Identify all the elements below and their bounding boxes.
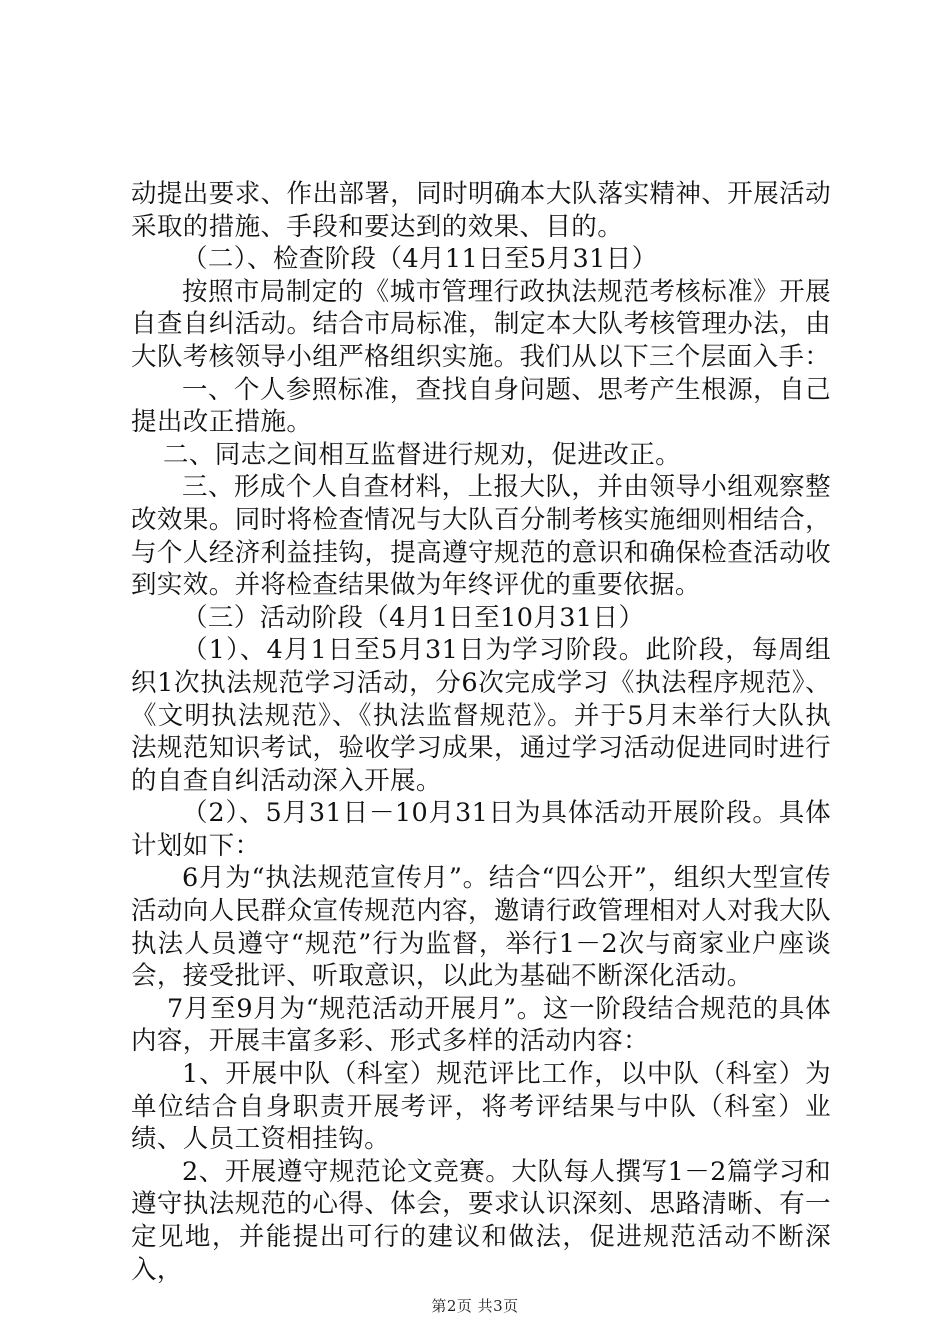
paragraph-essay-contest: 2、开展遵守规范论文竞赛。大队每人撰写1－2篇学习和遵守执法规范的心得、体会，要求认识深刻、思路清晰、有一定见地，并能提出可行的建议和做法，促进规范活动不断深入， — [131, 1156, 831, 1285]
paragraph-inspection-standard: 按照市局制定的《城市管理行政执法规范考核标准》开展自查自纠活动。结合市局标准，制定本大队考核管理办法，由大队考核领导小组严格组织实施。我们从以下三个层面入手： — [131, 276, 831, 372]
paragraph-july-september: 7月至9月为“规范活动开展月”。这一阶段结合规范的具体内容，开展丰富多彩、形式多样的活动内容： — [131, 993, 831, 1057]
paragraph-continuation: 动提出要求、作出部署，同时明确本大队落实精神、开展活动采取的措施、手段和要达到的效果、目的。 — [131, 179, 831, 242]
document-body — [131, 178, 831, 1286]
section-heading-inspection: （二）、检查阶段（4月11日至5月31日） — [182, 244, 658, 275]
list-item-3: 三、形成个人自查材料，上报大队，并由领导小组观察整改效果。同时将检查情况与大队百分制考核实施细则相结合，与个人经济利益挂钩，提高遵守规范的意识和确保检查活动收到实效。并将检查结果做为年终评优的重要依据。 — [131, 472, 831, 601]
paragraph-study-phase: （1）、4月1日至5月31日为学习阶段。此阶段，每周组织1次执法规范学习活动，分6次完成学习《执法程序规范》、《文明执法规范》、《执法监督规范》。并于5月末举行大队执法规范知识考试，验收学习成果，通过学习活动促进同时进行的自查自纠活动深入开展。 — [131, 635, 831, 796]
page-number-footer: 第2页 共3页 — [431, 1297, 519, 1315]
paragraph-activity-phase: （2）、5月31日－10月31日为具体活动开展阶段。具体计划如下： — [131, 798, 831, 861]
list-item-2: 二、同志之间相互监督进行规劝，促进改正。 — [163, 439, 682, 470]
list-item-1: 一、个人参照标准，查找自身问题、思考产生根源，自己提出改正措施。 — [131, 374, 831, 438]
section-heading-activity: （三）活动阶段（4月1日至10月31日） — [182, 602, 645, 633]
paragraph-june-publicity: 6月为“执法规范宣传月”。结合“四公开”，组织大型宣传活动向人民群众宣传规范内容，邀请行政管理相对人对我大队执法人员遵守“规范”行为监督，举行1－2次与商家业户座谈会，接受批评、听取意识，以此为基础不断深化活动。 — [131, 863, 831, 992]
paragraph-evaluation: 1、开展中队（科室）规范评比工作，以中队（科室）为单位结合自身职责开展考评，将考评结果与中队（科室）业绩、人员工资相挂钩。 — [131, 1059, 831, 1155]
